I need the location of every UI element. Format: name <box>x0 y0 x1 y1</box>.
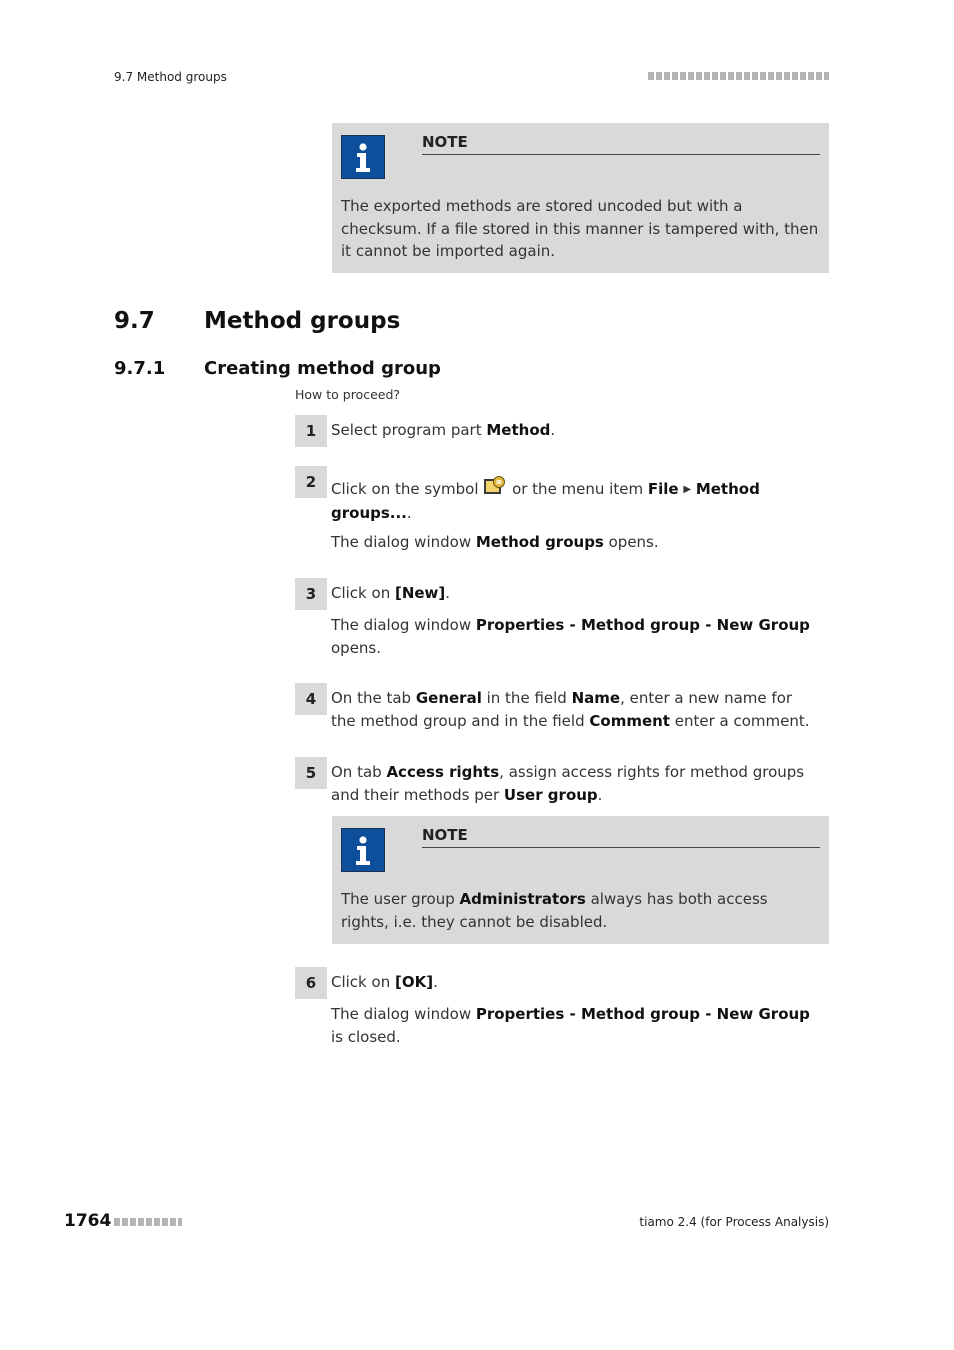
product-name: tiamo 2.4 (for Process Analysis) <box>639 1215 829 1229</box>
step-number: 4 <box>295 683 327 715</box>
step-text: Select program part Method. <box>331 421 556 439</box>
section-heading <box>114 308 400 334</box>
step-text: On tab Access rights, assign access rights for method groups and their methods per User group. <box>331 763 805 804</box>
subsection-title: Creating method group <box>204 358 441 379</box>
step-text: Click on [OK]. <box>331 973 438 991</box>
header-section: 9.7 Method groups <box>114 70 227 84</box>
step-result: The dialog window Method groups opens. <box>331 533 659 551</box>
note-text: The user group Administrators always has both access rights, i.e. they cannot be disabled. <box>341 890 768 931</box>
note-title: NOTE <box>422 133 820 155</box>
step-text: Click on [New]. <box>331 584 451 602</box>
step-number: 6 <box>295 967 327 999</box>
step-result: The dialog window Properties - Method group - New Group is closed. <box>331 1005 810 1046</box>
note-title: NOTE <box>422 826 820 848</box>
step-result: The dialog window Properties - Method group - New Group opens. <box>331 616 810 657</box>
how-to-label: How to proceed? <box>295 387 401 402</box>
step-number: 5 <box>295 757 327 789</box>
step-text: On the tab General in the field Name, enter a new name for the method group and in the field Comment enter a comment. <box>331 689 810 730</box>
step-text: Click on the symbol or the menu item File ▶ Method groups.... <box>331 476 821 524</box>
footer-decoration <box>114 1218 182 1226</box>
note-text: The exported methods are stored uncoded but with a checksum. If a file stored in this manner is tampered with, then it cannot be imported again. <box>341 197 819 260</box>
section-number: 9.7 <box>114 308 155 334</box>
subsection-heading <box>114 358 441 379</box>
menu-arrow-icon: ▶ <box>683 484 692 495</box>
section-title: Method groups <box>204 308 401 334</box>
note-box <box>332 123 829 273</box>
step-number: 2 <box>295 466 327 498</box>
info-icon <box>341 135 385 179</box>
step-number: 1 <box>295 415 327 447</box>
info-icon <box>341 828 385 872</box>
header-decoration <box>648 72 829 80</box>
subsection-number: 9.7.1 <box>114 358 166 379</box>
method-groups-icon <box>483 476 507 496</box>
page-number: 1764 <box>64 1211 112 1231</box>
note-box <box>332 816 829 944</box>
step-number: 3 <box>295 578 327 610</box>
